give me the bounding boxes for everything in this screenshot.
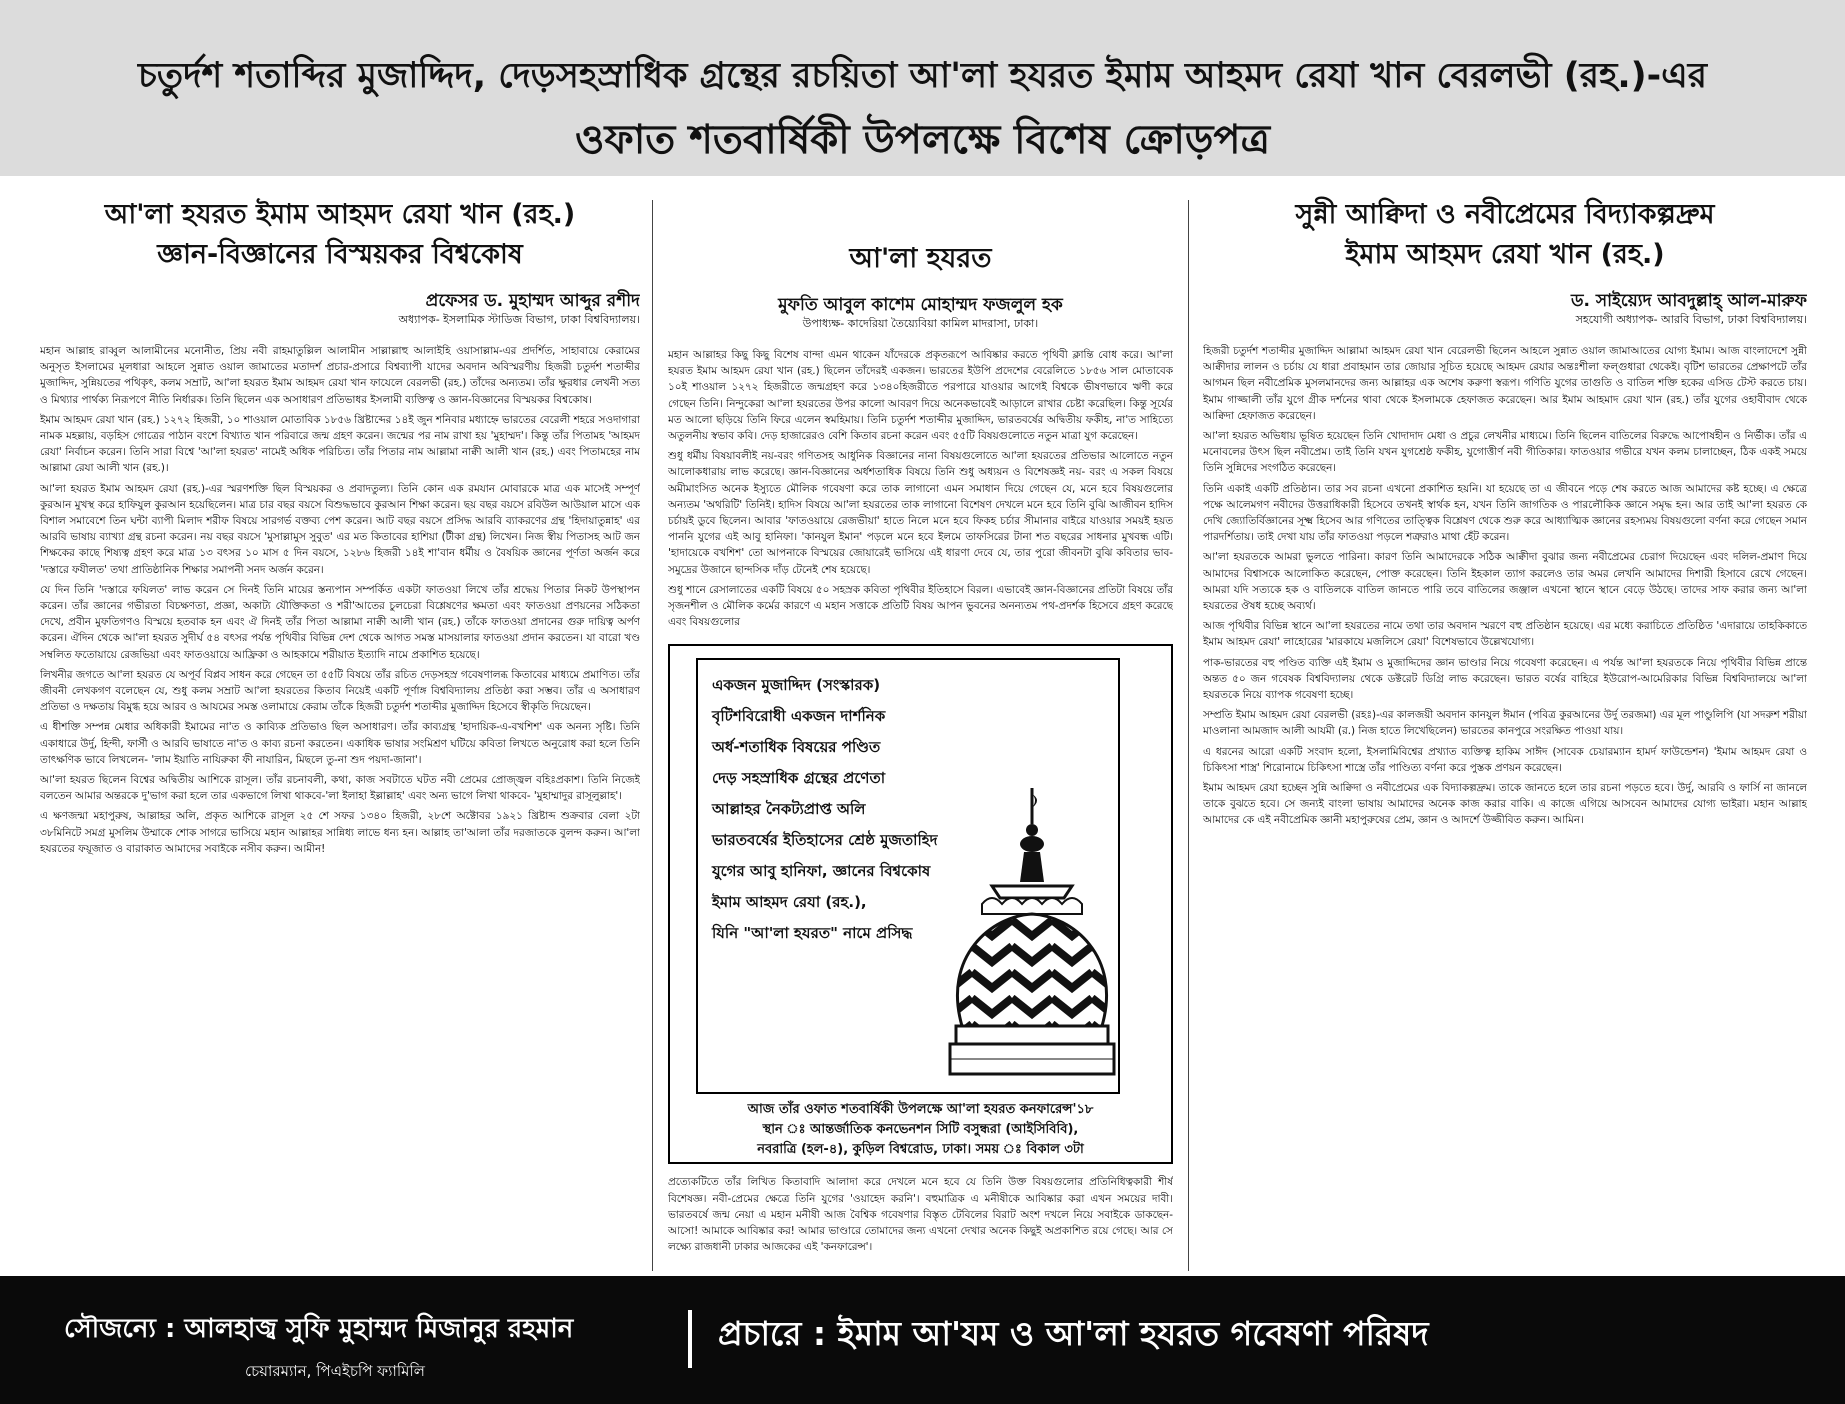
column-divider — [1188, 200, 1189, 1271]
highlight-item: ইমাম আহমদ রেযা (রহ.), — [712, 893, 867, 912]
article-1-body — [40, 343, 640, 857]
footer-promotion: প্রচারে : ইমাম আ'যম ও আ'লা হযরত গবেষণা পরিষদ — [718, 1314, 1429, 1353]
article-3-paragraph: এ ধরনের আরো একটি সংবাদ হলো, ইসলামিবিশ্বের প্রখ্যাত ব্যক্তিত্ব হাকিম সাঈদ (সাবেক চেয়ারম্যান হামর্দ ফাউন্ডেশন) 'ইমাম আহমদ রেযা ও চিকিৎসা শাস্ত্র' শিরোনামে চিকিৎসা শাস্ত্রে তাঁর পাণ্ডিত্য বর্ণনা করে পুস্তক প্রণয়ন করেছেন। — [1203, 745, 1807, 774]
article-column-2 — [668, 195, 1173, 1276]
article-column-1 — [40, 195, 640, 1276]
footer-bar — [0, 1276, 1845, 1404]
article-1-paragraph: যে দিন তিনি 'দস্তারে ফযিলত' লাভ করেন সে দিনই তিনি মায়ের স্তন্যপান সম্পর্কিত একটা ফাতওয়া লিখে তাঁর শ্রদ্ধেয় পিতার নিকট উপস্থাপন করেন। তাঁর জ্ঞানের গভীরতা বিচক্ষণতা, প্রজ্ঞা, অকাট্য যৌক্তিকতা ও শরী'আতের চুলচেরা বিশ্লেষণের ক্ষমতা এবং ফাতওয়া প্রণয়নের সঠিকতা দেখে, প্রবীন মুফতিগণও বিস্ময়ে হতবাক হন এবং ঐ দিনই তাঁর পিতা আল্লামা নাক্বী আলী খান (রহ.) তাঁকে ফাতওয়া প্রদানের গুরু দায়িত্ব অর্পণ করেন। ঐদিন থেকে আ'লা হযরত সুদীর্ঘ ৫৪ বৎসর পর্যন্ত পৃথিবীর বিভিন্ন দেশ থেকে আগত সমস্ত মাসয়ালার ফাতওয়া প্রদান করতেন। যা বারো খণ্ড সম্বলিত ফতোয়ায়ে রেজভিয়া এবং ফাতওয়ায়ে আফ্রিকা ও আহকামে শরীয়াত ইত্যাদি নামে প্রকাশিত হয়েছে। — [40, 583, 640, 661]
conference-notice-line-3: নবরাত্রি (হল-৪), কুড়িল বিশ্বরোড, ঢাকা। সময় ঃ বিকাল ৩টা — [757, 1142, 1084, 1158]
article-2-author: মুফতি আবুল কাশেম মোহাম্মদ ফজলুল হক — [778, 295, 1063, 315]
article-3-paragraph: আ'লা হযরত অভিধায় ভূষিত হয়েছেন তিনি খোদাদাদ মেধা ও প্রচুর লেখনীর মাধ্যমে। তিনি ছিলেন বাতিলের বিরুদ্ধে আপোষহীন ও নির্ভীক। তাঁর এ মনোবলের উৎস ছিল নবীপ্রেম। তাই তিনি যখন যুগশ্রেষ্ঠ ফকীহ, যুগোত্তীর্ণ নবী গীতিকার। ফাতওয়ার গভীরে যখন কলম চালাচ্ছেন, ঠিক একই সময়ে তিনি সুন্নিদের সংগঠিত করেছেন। — [1203, 430, 1807, 475]
article-3-affiliation: সহযোগী অধ্যাপক- আরবি বিভাগ, ঢাকা বিশ্ববিদ্যালয়। — [1575, 313, 1807, 326]
article-1-paragraph: এ ক্ষণজন্মা মহাপুরুষ, আল্লাহর অলি, প্রকৃত আশিকে রাসূল ২৫ শে সফর ১৩৪০ হিজরী, ২৮শে অক্টোবর ১৯২১ খ্রিষ্টাব্দ শুক্রবার বেলা ২টা ৩৮মিনিটে সমগ্র মুসলিম উম্মাকে শোক সাগরে ভাসিয়ে মহান আল্লাহর সান্নিধ্য লাভে ধন্য হন। আল্লাহ তা'আলা তাঁর দরজাতকে বুলন্দ করুন। আ'লা হযরতের ফয়ূজাত ও বারাকাত আমাদের সবাইকে নসীব করুন। আমীন! — [40, 810, 640, 855]
article-2-body — [668, 347, 1173, 630]
banner-line-2: ওফাত শতবার্ষিকী উপলক্ষে বিশেষ ক্রোড়পত্র — [575, 117, 1270, 163]
article-3-paragraph: আ'লা হযরতকে আমরা ভুলতে পারিনা। কারণ তিনি আমাদেরকে সঠিক আক্বীদা বুঝার জন্য নবীপ্রেমের চেরাগ দিয়েছেন এবং দলিল-প্রমাণ দিয়ে আমাদের বিশ্বাসকে আলোকিত করেছেন, পোক্ত করেছেন। তিনি ইহকাল ত্যাগ করলেও তার অমর লেখনি আমাদের দিশারী হিসাবে রেখে গেছেন। আমরা যদি সত্যকে হক ও বাতিলকে বাতিল জানতে পারি তবে বাতিলের জঞ্জাল এখনো স্থানে স্থানে বেড়ে উঠছে। তাদের সাফ করার জন্য আ'লা হযরতের ঔষধ হচ্ছে অব্যর্থ। — [1203, 551, 1807, 613]
article-3-paragraph: ইমাম আহমদ রেযা হচ্ছেন সুন্নি আক্বিদা ও নবীপ্রেমের এক বিদ্যাকল্পদ্রুম। তাকে জানতে হলে তার রচনা পড়তে হবে। উর্দু, আরবি ও ফার্সি না জানলে তাকে বুঝতে হবে। সে জন্যই বাংলা ভাষায় আমাদের অনেক কাজ করার বাকি। এ কাজে এগিয়ে আসবেন আমাদের যোগ্য ভাইরা। মহান আল্লাহ আমাদের কে এই নবীপ্রেমিক জ্ঞানী মহাপুরুষের প্রেম, জ্ঞান ও আদর্শে উজ্জীবিত করুন। আমিন। — [1203, 782, 1807, 827]
footer-divider — [688, 1310, 692, 1368]
article-3-paragraph: পাক-ভারতের বহু পণ্ডিত ব্যক্তি এই ইমাম ও মুজাদ্দিদের জ্ঞান ভাণ্ডার নিয়ে গবেষণা করেছেন। এ পর্যন্ত আ'লা হযরতকে নিয়ে পৃথিবীর বিভিন্ন প্রান্তে অন্তত ৫০ জন গবেষক বিশ্ববিদ্যালয় থেকে ডক্টরেট ডিগ্রি লাভ করেছেন। ভারত বর্ষের বাহিরে ইউরোপ-আমেরিকার বিভিন্ন বিশ্ববিদ্যালয়ে আ'লা হযরতকে নিয়ে ব্যাপক গবেষণা হচ্ছে। — [1203, 656, 1807, 702]
article-1-paragraph: আ'লা হযরত ইমাম আহমদ রেযা (রহ.)-এর স্মরণশক্তি ছিল বিস্ময়কর ও প্রবাদতুল্য। তিনি কোন এক রমযান মোবারকে মাত্র এক মাসেই সম্পূর্ণ কুরআন মুখস্থ করে হাফিযুল কুরআন হয়েছিলেন। মাত্র চার বছর বয়সে বিশুদ্ধভাবে কুরআন শিক্ষা করেন। ছয় বছর বয়সে রবিউল আউয়াল মাসে এক বিশাল সমাবেশে তিন ঘন্টা ব্যাপী মিলাদ শরীফ বিষয়ে সারগর্ভ বক্তব্য পেশ করেন। আট বছর বয়সে প্রসিদ্ধ আরবি ব্যাকরণের গ্রন্থ 'হিদায়াতুন্নাহ' এর আরবি ভাষায় ব্যাখ্যা গ্রন্থ রচনা করেন। নয় বছর বয়সে 'মুসাল্লামুস সুবুত' এর মত কিতাবের হাশিয়া (টীকা গ্রন্থ) লিখেন। নিজ স্বীয় পিতাসহ আট জন শিক্ষকের কাছে শিষ্যত্ব গ্রহণ করে মাত্র ১৩ বৎসর ১০ মাস ৫ দিন বয়সে, ১২৮৬ হিজরী ১৪ই শা'বান ধর্মীয় ও বৈষয়িক জ্ঞানের পূর্ণতা অর্জন করে 'দস্তারে ফযীলত' তথা প্রাতিষ্ঠানিক শিক্ষার সমাপনী সনদ অর্জন করেন। — [40, 482, 640, 576]
footer-courtesy-role: চেয়ারম্যান, পিএইচপি ফ্যামিলি — [245, 1362, 425, 1380]
highlight-item: বৃটিশবিরোধী একজন দার্শনিক — [712, 707, 886, 726]
article-1-paragraph: আ'লা হযরত ছিলেন বিশ্বের অদ্বিতীয় আশিকে রাসূল। তাঁর রচনাবলী, কথা, কাজ সবটাতে ঘটত নবী প্রেমের প্রোজ্জ্বল বহিঃপ্রকাশ। তিনি নিজেই বলতেন আমার অন্তরকে দু'ভাগ করা হলে তার একভাগে লিখা থাকবে-'লা ইলাহা ইল্লাল্লাহ' এবং অন্য ভাগে লিখা থাকবে- 'মুহাম্মাদুর রাসূলুল্লাহ'। — [40, 774, 640, 803]
article-3-body — [1203, 343, 1807, 829]
article-3-title-1: সুন্নী আক্বিদা ও নবীপ্রেমের বিদ্যাকল্পদ্রুম — [1295, 199, 1715, 230]
highlight-item: ভারতবর্ষের ইতিহাসের শ্রেষ্ঠ মুজতাহিদ — [712, 831, 938, 850]
article-3-paragraph: তিনি একাই একটি প্রতিষ্ঠান। তার সব রচনা এখনো প্রকাশিত হয়নি। যা হয়েছে তা এ জীবনে পড়ে শেষ করতে আজ আমাদের কষ্ট হচ্ছে। এ ক্ষেত্রে পক্ষে আলেমগণ নবীদের উত্তরাধিকারী হিসেবে তখনই স্বার্থক হন, যখন তিনি জাগতিক ও পারলৌকিক জ্ঞানে সমৃদ্ধ হন। আর তাই আ'লা হযরত কে দেখি জ্যোতির্বিজ্ঞানের সূক্ষ্ম হিসেব আর গণিতের তাত্ত্বিক বিশ্লেষণ থেকে শুরু করে আধ্যাত্মিক জ্ঞানের রহস্যময় বিষয়গুলো বর্ণনা করে গেছেন সমান পারদর্শিতায়। তাই দেখা যায় তাঁর ফাতওয়া পড়লে শত্রুরাও মাথা হেঁট করেন। — [1203, 482, 1807, 544]
article-1-affiliation: অধ্যাপক- ইসলামিক স্টাডিজ বিভাগ, ঢাকা বিশ্ববিদ্যালয়। — [398, 313, 640, 326]
article-2-paragraph: প্রত্যেকটিতে তাঁর লিখিত কিতাবাদি আলাদা করে দেখলে মনে হবে যে তিনি উক্ত বিষয়গুলোর প্রতিনিধিত্বকারী শীর্ষ বিশেষজ্ঞ। নবী-প্রেমের ক্ষেত্রে তিনি যুগের 'ওয়াহেদ করনি'। বহুমাত্রিক এ মনীষীকে আবিষ্কার করা এখন সময়ের দাবী। ভারতবর্ষে জন্ম নেয়া এ মহান মনীষী আজ বৈশ্বিক গবেষণার বিস্তৃত টেবিলের বিরাট অংশ দখলে নিয়ে সবাইকে ডাকছেন- আসো! আমাকে আবিষ্কার কর! আমার ভাণ্ডারে তোমাদের জন্য এখনো দেখার অনেক কিছুই অপ্রকাশিত রয়ে গেছে। আর সে লক্ষ্যে রাজধানী ঢাকার আজকের এই 'কনফারেন্স'। — [668, 1176, 1173, 1254]
article-2-affiliation: উপাধ্যক্ষ- কাদেরিয়া তৈয়্যেবিয়া কামিল মাদরাসা, ঢাকা। — [802, 317, 1039, 330]
conference-notice-line-2: স্থান ঃ আন্তর্জাতিক কনভেনশন সিটি বসুন্ধরা (আইসিবিবি), — [762, 1122, 1079, 1138]
footer-courtesy: সৌজন্যে : আলহাজ্ব সুফি মুহাম্মদ মিজানুর রহমান — [64, 1314, 574, 1344]
banner-line-1: চতুর্দশ শতাব্দির মুজাদ্দিদ, দেড়সহস্রাধিক গ্রন্থের রচয়িতা আ'লা হযরত ইমাম আহমদ রেযা খান বেরলভী (রহ.)-এর — [137, 56, 1708, 96]
article-3-author: ড. সাইয়্যেদ আবদুল্লাহ্ আল-মারুফ — [1571, 291, 1807, 311]
article-2-paragraph: শুধু ধর্মীয় বিষয়াবলীই নয়-বরং গণিতসহ আধুনিক বিজ্ঞানের নানা বিষয়গুলোতে আ'লা হযরতের প্রতিভার আলোতে নতুন আলোকধারায় লাভ করেছে। জ্ঞান-বিজ্ঞানের অর্ধশতাধিক বিষয়ে তিনি শুধু অধ্যয়ন ও বিশেষজ্ঞই নয়- বরং এ সকল বিষয়ে অমীমাংসিত অনেক ইস্যুতে মৌলিক গবেষণা করে তাক লাগানো এমন সমাধান দিয়ে গেছেন যে, মনে হবে বিষয়গুলোর অন্যতম 'অথরিটি' তিনিই। হাদিস বিষয়ে আ'লা হযরতের তাক লাগানো বিশেষণ দেখলে মনে হবে তিনি বুঝি আজীবন হাদিস চর্চায়ই ডুবে ছিলেন। আবার 'ফাতওয়ায়ে রেজভীয়া' হাতে নিলে মনে হবে ফিকহ চর্চার সীমানার বাইরে যাওয়ার সময়ই হয়ত পাননি যুগের এই আবু হানিফা। 'কানযুল ইমান' পড়লে মনে হবে ইলমে তাফসিরের টানা শত বছরের সাধনার মুখবন্ধ এটি। 'হাদায়েকে বখশিশ' তো আপনাকে বিস্ময়ের জোয়ারেই ভাসিয়ে এই ধারণা দেবে যে, তার পুরো জীবনটা বুঝি কবিতার ভাব-সমুদ্রের উজানে ছান্দসিক দাঁড় টেনেই শেষ হয়েছে। — [668, 450, 1173, 576]
conference-notice-line-1: আজ তাঁর ওফাত শতবার্ষিকী উপলক্ষে আ'লা হযরত কনফারেন্স'১৮ — [747, 1102, 1094, 1118]
article-2-paragraph: মহান আল্লাহর কিছু কিছু বিশেষ বান্দা এমন থাকেন যাঁদেরকে প্রকৃতরূপে আবিষ্কার করতে পৃথিবী ক্লান্তি বোধ করে। আ'লা হযরত ইমাম আহমদ রেযা খান (রহ.) ছিলেন তাঁদেরই একজন। ভারতের ইউপি প্রদেশের বেরেলিতে ১৮৫৬ সাল মোতাবেক ১০ই শাওয়াল ১২৭২ হিজরীতে জন্মগ্রহণ করে ১৩৪০হিজরীতে পরপারে যাওয়ার আগেই বিশ্বকে ভীষণভাবে ঋণী করে গেছেন তিনি। নিন্দুকেরা আ'লা হযরতের উপর কালো আবরণ দিয়ে অনেকভাবেই আড়ালে রাখার চেষ্টা করেছিল। কিন্তু সূর্যের মত আলো ছড়িয়ে তিনি ফিরে এলেন স্বমহিমায়। তিনি চতুর্দশ শতাব্দীর মুজাদ্দিদ, ভারতবর্ষের অদ্বিতীয় ফকীহ, না'ত সাহিত্যে অতুলনীয় স্বভাব কবি। দেড় হাজারেরও বেশি কিতাব রচনা করেন এবং ৫৫টি বিষয়গুলোতে নতুন মাত্রা যুগ করেছেন। — [668, 349, 1173, 443]
article-3-paragraph: আজ পৃথিবীর বিভিন্ন স্থানে আ'লা হযরতের নামে তথা তার অবদান স্মরণে বহু প্রতিষ্ঠান হয়েছে। এর মধ্যে করাচিতে প্রতিষ্ঠিত 'এদারায়ে তাহকিকাতে ইমাম আহমদ রেযা' লাহোরের 'মারকাযে মজলিসে রেযা' বিশেষভাবে উল্লেখযোগ্য। — [1203, 620, 1807, 649]
article-1-title-2: জ্ঞান-বিজ্ঞানের বিস্ময়কর বিশ্বকোষ — [157, 239, 523, 270]
conference-notice — [682, 1100, 1159, 1160]
highlight-item: যুগের আবু হানিফা, জ্ঞানের বিশ্বকোষ — [712, 862, 931, 881]
article-column-3 — [1203, 195, 1807, 1276]
header-banner — [0, 0, 1845, 176]
article-1-title-1: আ'লা হযরত ইমাম আহমদ রেযা খান (রহ.) — [104, 199, 576, 230]
highlight-item: দেড় সহস্রাধিক গ্রন্থের প্রণেতা — [712, 769, 886, 788]
highlight-item: একজন মুজাদ্দিদ (সংস্কারক) — [712, 676, 881, 695]
article-1-author: প্রফেসর ড. মুহাম্মদ আব্দুর রশীদ — [425, 291, 640, 311]
article-3-title-2: ইমাম আহমদ রেযা খান (রহ.) — [1345, 239, 1665, 270]
article-2-body-continued — [668, 1174, 1173, 1255]
article-1-paragraph: ইমাম আহমদ রেযা খান (রহ.) ১২৭২ হিজরী, ১০ শাওয়াল মোতাবিক ১৮৫৬ খ্রিষ্টাব্দের ১৪ই জুন শনিবার মধ্যাহ্নে ভারতের বেরেলী শহরে সওদাগারা নামক মহল্লায়, বড়হিস গোত্রের পাঠান বংশে বিখ্যাত খান পরিবারে জন্ম গ্রহণ করেন। জন্মের পর নাম রাখা হয় 'মুহাম্মদ'। কিন্তু তাঁর পিতামহ 'আহমদ রেযা' নির্বাচন করেন। তিনি সারা বিশ্বে 'আ'লা হযরত' নামেই অধিক পরিচিত। তাঁর পিতার নাম আল্লামা নাক্বী আলী খান (রহ.) এবং পিতামহের নাম আল্লামা রেযা আলী খান (রহ.)। — [40, 413, 640, 475]
highlight-item: অর্ধ-শতাধিক বিষয়ের পণ্ডিত — [712, 738, 881, 757]
highlight-item: যিনি "আ'লা হযরত" নামে প্রসিদ্ধ — [712, 924, 913, 943]
article-2-paragraph: শুধু শানে রেসালাতের একটি বিষয়ে ৫০ সহস্রক কবিতা পৃথিবীর ইতিহাসে বিরল। এভাবেই জ্ঞান-বিজ্ঞানের প্রতিটা বিষয়ে তাঁর সৃজনশীল ও মৌলিক কর্মের কারণে এ মহান সত্তাকে প্রতিটি বিষয় আপন ভুবনের অনন্যতম পথ-প্রদর্শক হিসেবে গ্রহণ করেছে এবং বিষয়গুলোর — [668, 583, 1173, 629]
highlight-box — [668, 644, 1173, 1164]
article-1-paragraph: লিখনীর জগতে আ'লা হযরত যে অপূর্ব বিপ্লব সাধন করে গেছেন তা ৫৫টি বিষয়ে তাঁর রচিত দেড়সহস্র গবেষণালব্ধ কিতাবের মাধ্যমে প্রমাণিত। তাঁর জীবনী লেখকগণ বলেছেন যে, শুধু কলম সম্রাট আ'লা হযরতের কিতাব নিয়েই একটি পূর্ণাঙ্গ বিশ্ববিদ্যালয় প্রতিষ্ঠা করা সম্ভব। তাঁর এ অসাধারণ প্রতিভা ও দক্ষতায় বিমুগ্ধ হয়ে আরব ও আযমের সমস্ত ওলামায়ে কেরাম তাঁকে হিজরী চতুর্দশ শতাব্দীর মুজাদ্দিদ হিসেবে স্বীকৃতি দিয়েছেন। — [40, 668, 640, 714]
column-divider — [652, 200, 653, 1271]
article-3-paragraph: হিজরী চতুর্দশ শতাব্দীর মুজাদ্দিদ আল্লামা আহমদ রেযা খান বেরেলভী ছিলেন আহলে সুন্নাত ওয়াল জামাআতের যোগ্য ইমাম। আজ বাংলাদেশে সুন্নী আক্বীদার লালন ও চর্চায় যে ধারা প্রবাহমান তার জোয়ার সূচিত হয়েছে আহমদ রেযার অন্তঃশীলা ফল্গুধারা থেকেই। বৃটিশ ভারতের প্রেক্ষাপটে তাঁর আগমন ছিল নবীপ্রেমিক মুসলমানদের জন্য আল্লাহর এক অশেষ করুণা স্বরূপ। গণিতি যুগের তাগুতি ও বাতিল শক্তি হকের এসিড টেস্ট করতে চায়। ইমাম গাজ্জালী তাঁর যুগে গ্রীক দর্শনের থাবা থেকে ইসলামকে হেফাজত করেছেন। আর ইমাম আহমাদ রেযা খান (রহ.) তাঁর যুগের ওহাবীবাদ থেকে আক্বিদা হেফাজত করেছেন। — [1203, 345, 1807, 422]
article-1-paragraph: এ ধীশক্তি সম্পন্ন মেধার অধিকারী ইমামের না'ত ও কাব্যিক প্রতিভাও ছিল অসাধারণ। তাঁর কাব্যগ্রন্থ 'হাদায়িক-এ-বখশিশ' এক অনন্য সৃষ্টি। তিনি একাধারে উর্দু, হিন্দী, ফার্সী ও আরবি ভাষাতে না'ত ও কাব্য রচনা করতেন। একাধিক ভাষার সংমিশ্রণ ঘটিয়ে কবিতা লিখতে অনুরোধ করা হলে তিনি তাৎক্ষণিক ভাবে লিখলেন- 'লাম ইয়াতি নাযিরুকা ফী নাযারিন, মিছলে তু-না শুদ পয়দা-জানা'। — [40, 721, 640, 766]
article-1-paragraph: মহান আল্লাহ রাব্বুল আলামীনের মনোনীত, প্রিয় নবী রাহমাতুল্লিল আলামীন সাল্লাল্লাহু আলাইহি ওয়াসাল্লাম-এর প্রদর্শিত, সাহাবায়ে কেরামের অনুসৃত ইসলামের মূলধারা আহলে সুন্নাত ওয়াল জামাতের মতাদর্শ প্রচার-প্রসারে বিশ্বব্যাপী যাদের অবদান অবিস্মরণীয় হিজরী চতুর্দশ শতাব্দীর মুজাদ্দিদ, সুন্নিয়তের পথিকৃৎ, কলম সম্রাট, আ'লা হযরত ইমাম আহমদ রেযা খান ফাযেলে বেরলভী (রহ.) তাঁদের অন্যতম। তাঁর ক্ষুরধার লেখনী সত্য ও মিথ্যার পার্থক্য নিরূপণে নীতি নির্ধারক। তিনি ছিলেন এক অসাধারণ প্রতিভাধর ইসলামী ব্যক্তিত্ব ও জ্ঞান-বিজ্ঞানের বিস্ময়কর বিশ্বকোষ। — [40, 345, 640, 406]
article-3-paragraph: সম্প্রতি ইমাম আহমদ রেযা বেরলভী (রহঃ)-এর কালজয়ী অবদান কানযুল ঈমান (পবিত্র কুরআনের উর্দু তরজমা) এর মূল পাণ্ডুলিপি (যা সদরুশ শরীয়া মাওলানা আমজাদ আলী আযমী (র.) নিজ হাতে লিখেছিলেন) ভারতের কানপুরে সংরক্ষিত পাওয়া যায়। — [1203, 709, 1807, 738]
dome-illustration — [932, 786, 1132, 1086]
highlight-item: আল্লাহর নৈকট্যপ্রাপ্ত অলি — [712, 800, 866, 819]
article-2-title: আ'লা হযরত — [849, 243, 992, 274]
